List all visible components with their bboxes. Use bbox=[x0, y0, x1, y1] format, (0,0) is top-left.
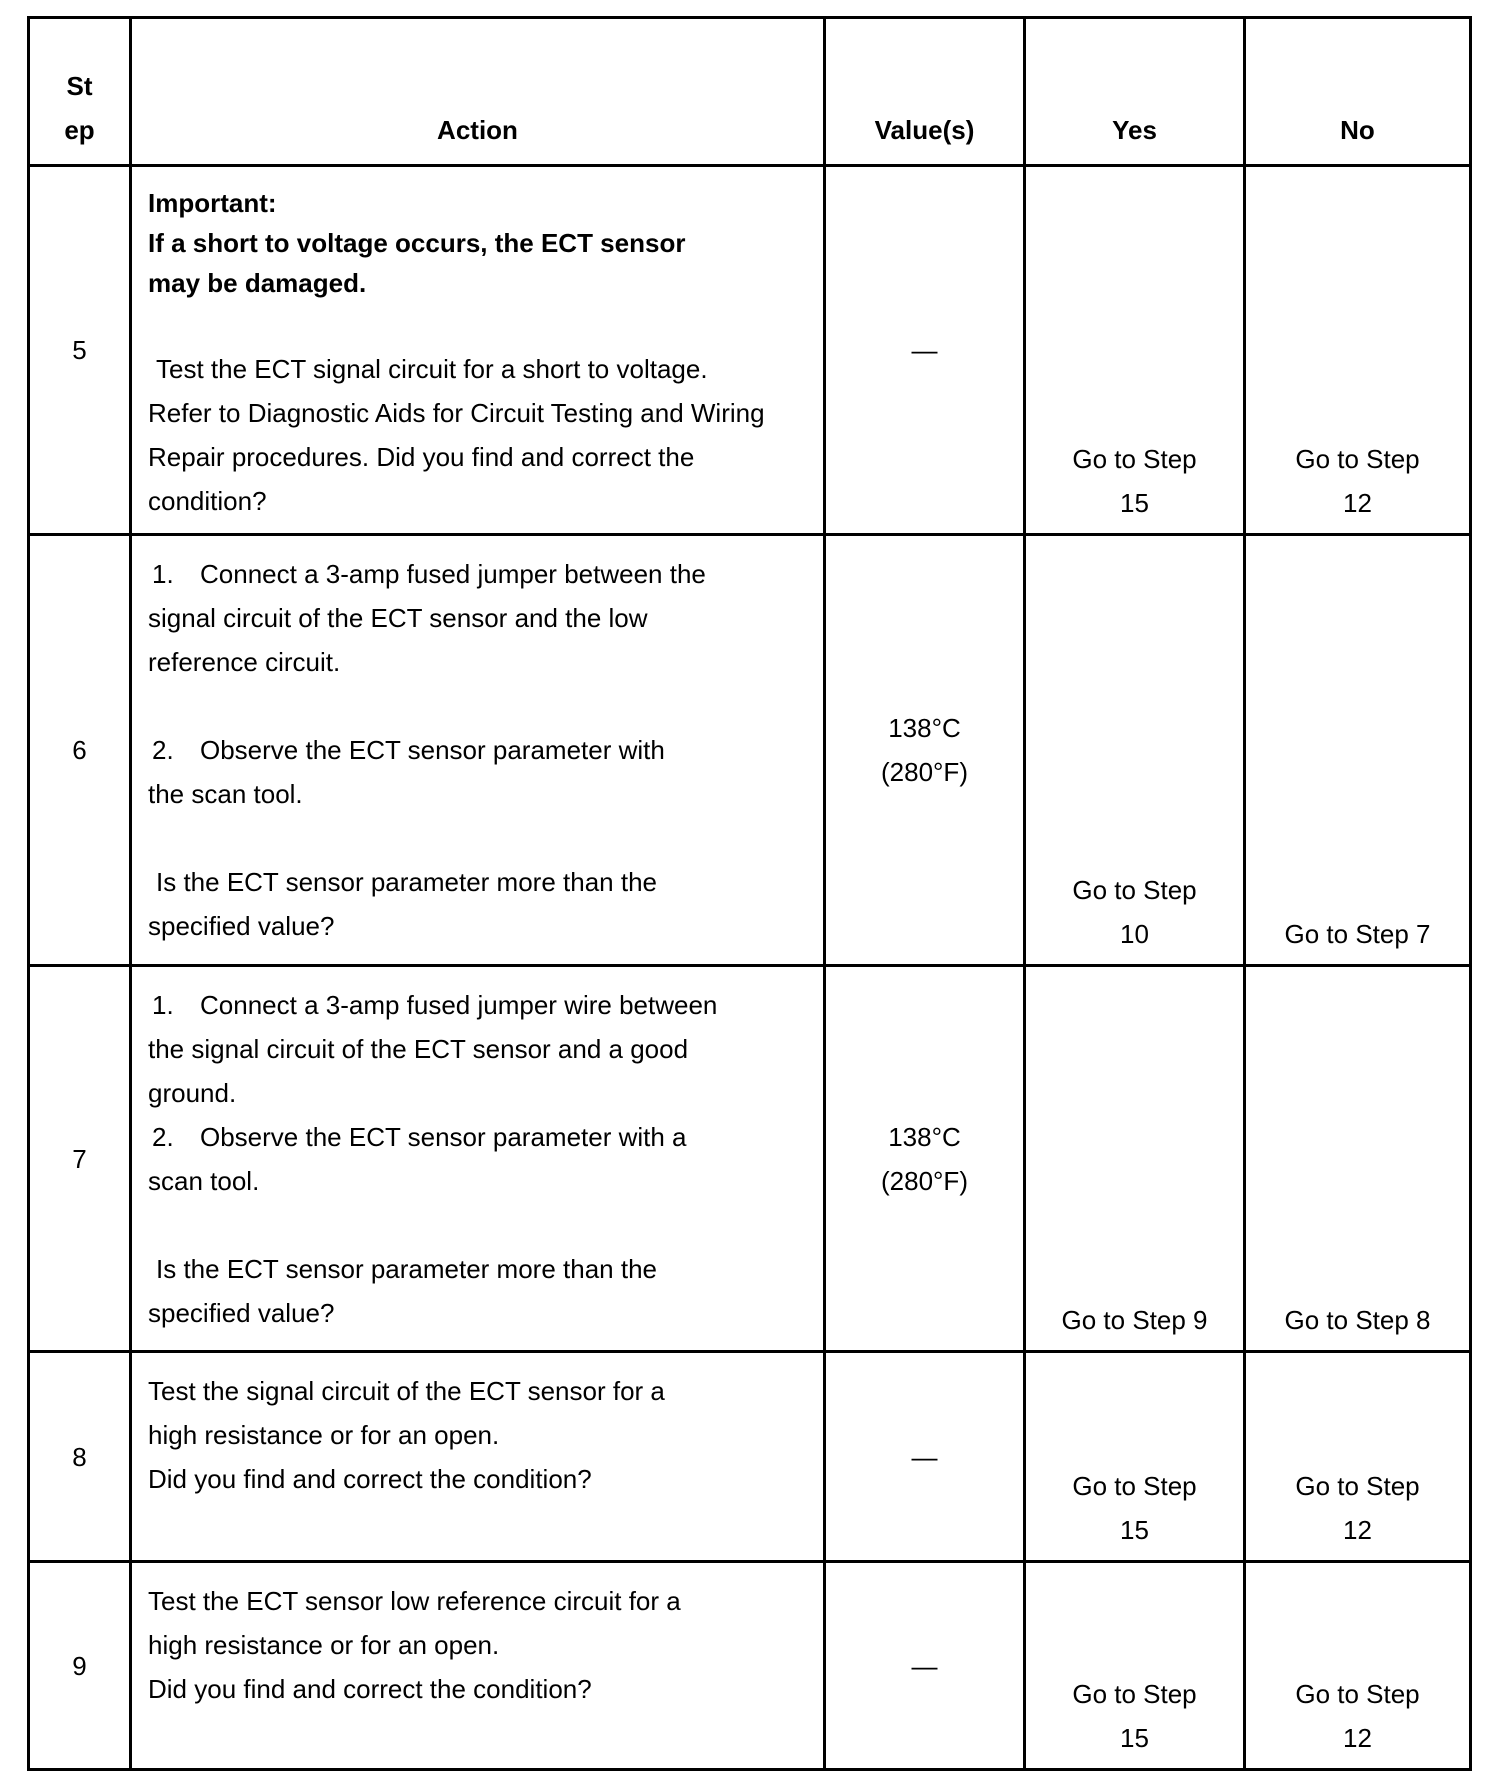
action-line: Test the signal circuit of the ECT sensor for a bbox=[148, 1376, 665, 1406]
action-line: the signal circuit of the ECT sensor and a good bbox=[148, 1034, 689, 1064]
header-no: No bbox=[1245, 18, 1471, 166]
list-number: 2. bbox=[152, 735, 174, 765]
action-cell bbox=[131, 166, 825, 535]
value-celsius: 138°C bbox=[888, 713, 961, 743]
step-number: 6 bbox=[29, 535, 131, 966]
important-label: Important: bbox=[148, 188, 277, 218]
question-line: specified value? bbox=[148, 1298, 335, 1328]
action-line bbox=[148, 552, 807, 596]
action-cell bbox=[131, 1562, 825, 1770]
action-line: Did you find and correct the condition? bbox=[148, 1464, 592, 1494]
value-cell bbox=[825, 966, 1025, 1352]
yes-goto-step: 15 bbox=[1120, 488, 1149, 518]
no-goto: Go to Step bbox=[1295, 1679, 1420, 1709]
yes-goto: Go to Step bbox=[1072, 1471, 1197, 1501]
question-line: Is the ECT sensor parameter more than the bbox=[156, 867, 657, 897]
step-number: 7 bbox=[29, 966, 131, 1352]
yes-cell bbox=[1025, 535, 1245, 966]
table-row-step-6 bbox=[29, 535, 1471, 966]
yes-goto-step: 15 bbox=[1120, 1515, 1149, 1545]
step-number: 5 bbox=[29, 166, 131, 535]
value-cell: — bbox=[825, 166, 1025, 535]
yes-goto: Go to Step bbox=[1072, 875, 1197, 905]
value-cell bbox=[825, 535, 1025, 966]
no-goto-step: 12 bbox=[1343, 1515, 1372, 1545]
action-text: Observe the ECT sensor parameter with a bbox=[200, 1122, 687, 1152]
yes-goto-step: 15 bbox=[1120, 1723, 1149, 1753]
value-fahrenheit: (280°F) bbox=[881, 757, 968, 787]
value-fahrenheit: (280°F) bbox=[881, 1165, 968, 1196]
value-cell: — bbox=[825, 1562, 1025, 1770]
no-cell bbox=[1245, 166, 1471, 535]
header-values: Value(s) bbox=[825, 18, 1025, 166]
action-text: Connect a 3-amp fused jumper wire between bbox=[200, 990, 718, 1020]
list-number: 1. bbox=[152, 559, 174, 589]
no-cell bbox=[1245, 1352, 1471, 1562]
question-line: Is the ECT sensor parameter more than the bbox=[156, 1254, 657, 1284]
yes-goto: Go to Step bbox=[1072, 444, 1197, 474]
important-text: If a short to voltage occurs, the ECT sensor bbox=[148, 228, 686, 258]
table-row-step-7 bbox=[29, 966, 1471, 1352]
list-number: 2. bbox=[152, 1122, 174, 1152]
step-number: 8 bbox=[29, 1352, 131, 1562]
table-row-step-9 bbox=[29, 1562, 1471, 1770]
no-cell: Go to Step 7 bbox=[1245, 535, 1471, 966]
question-line: specified value? bbox=[148, 911, 335, 941]
header-step-line: ep bbox=[64, 115, 95, 145]
action-line: Repair procedures. Did you find and correct the bbox=[148, 442, 695, 472]
yes-cell bbox=[1025, 166, 1245, 535]
action-cell bbox=[131, 1352, 825, 1562]
value-celsius: 138°C bbox=[888, 1121, 961, 1152]
header-yes: Yes bbox=[1025, 18, 1245, 166]
action-line: signal circuit of the ECT sensor and the low bbox=[148, 603, 648, 633]
yes-goto: Go to Step bbox=[1072, 1679, 1197, 1709]
action-line: Refer to Diagnostic Aids for Circuit Testing and Wiring bbox=[148, 398, 765, 428]
action-line: scan tool. bbox=[148, 1166, 260, 1196]
header-action: Action bbox=[131, 18, 825, 166]
action-line: Test the ECT sensor low reference circuit for a bbox=[148, 1586, 681, 1616]
action-line bbox=[148, 1115, 807, 1159]
no-cell: Go to Step 8 bbox=[1245, 966, 1471, 1352]
header-row bbox=[29, 18, 1471, 166]
diagnostic-table bbox=[27, 16, 1472, 1771]
action-text: Connect a 3-amp fused jumper between the bbox=[200, 559, 706, 589]
yes-cell: Go to Step 9 bbox=[1025, 966, 1245, 1352]
list-number: 1. bbox=[152, 990, 174, 1020]
yes-cell bbox=[1025, 1352, 1245, 1562]
step-number: 9 bbox=[29, 1562, 131, 1770]
header-step bbox=[29, 18, 131, 166]
action-cell bbox=[131, 966, 825, 1352]
action-line: Test the ECT signal circuit for a short to voltage. bbox=[156, 354, 708, 384]
table-row-step-5 bbox=[29, 166, 1471, 535]
yes-goto-step: 10 bbox=[1120, 919, 1149, 949]
action-line: the scan tool. bbox=[148, 779, 303, 809]
action-line: reference circuit. bbox=[148, 647, 341, 677]
yes-cell bbox=[1025, 1562, 1245, 1770]
action-line bbox=[148, 728, 807, 772]
action-line: high resistance or for an open. bbox=[148, 1420, 500, 1450]
action-line: ground. bbox=[148, 1078, 237, 1108]
action-line: condition? bbox=[148, 486, 267, 516]
action-line: high resistance or for an open. bbox=[148, 1630, 500, 1660]
no-goto: Go to Step bbox=[1295, 1471, 1420, 1501]
no-cell bbox=[1245, 1562, 1471, 1770]
action-text: Observe the ECT sensor parameter with bbox=[200, 735, 665, 765]
important-text: may be damaged. bbox=[148, 268, 367, 298]
action-line bbox=[148, 983, 807, 1027]
value-cell: — bbox=[825, 1352, 1025, 1562]
table-row-step-8 bbox=[29, 1352, 1471, 1562]
no-goto-step: 12 bbox=[1343, 488, 1372, 518]
no-goto-step: 12 bbox=[1343, 1723, 1372, 1753]
action-line: Did you find and correct the condition? bbox=[148, 1674, 592, 1704]
header-step-line: St bbox=[66, 71, 93, 101]
action-cell bbox=[131, 535, 825, 966]
no-goto: Go to Step bbox=[1295, 444, 1420, 474]
